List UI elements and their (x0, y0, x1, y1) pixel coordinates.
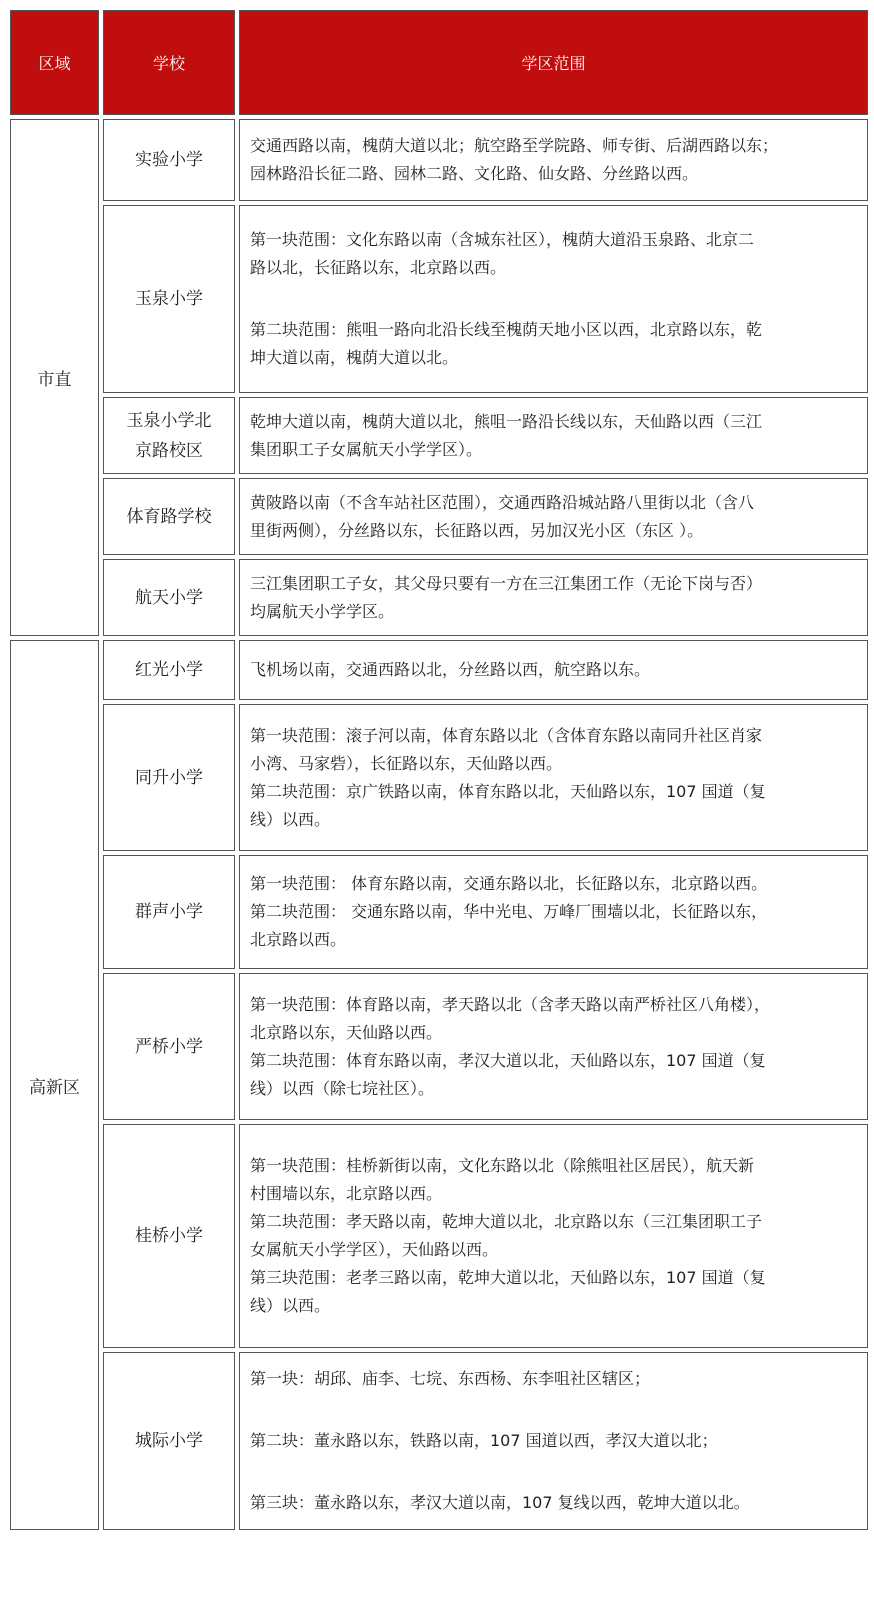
scope-line: 小湾、马家砦），长征路以东，天仙路以西。 (250, 753, 563, 773)
scope-line: 村围墙以东，北京路以西。 (250, 1184, 443, 1203)
school-name-line: 京路校区 (135, 440, 203, 461)
school-name-line: 航天小学 (135, 587, 203, 608)
school-name-line: 严桥小学 (135, 1036, 203, 1057)
scope-line: 第一块范围：文化东路以南（含城东社区），槐荫大道沿玉泉路、北京二 (250, 230, 755, 249)
scope-line: 第二块范围：熊咀一路向北沿长线至槐荫天地小区以西，北京路以东，乾 (250, 320, 763, 339)
scope-line: 线）以西。 (250, 809, 331, 829)
header-scope: 学区范围 (239, 10, 868, 115)
scope-line: 第二块范围：孝天路以南，乾坤大道以北，北京路以东（三江集团职工子 (250, 1212, 763, 1231)
school-name-cell (103, 478, 235, 555)
school-name-cell (103, 205, 235, 393)
school-name-cell (103, 1124, 235, 1348)
school-name-cell (103, 119, 235, 201)
scope-cell (239, 640, 868, 700)
scope-line: 第二块：董永路以东，铁路以南，107 国道以西，孝汉大道以北； (250, 1431, 718, 1450)
table-row (10, 1352, 868, 1530)
school-district-table-container (6, 6, 868, 1534)
table-row (10, 640, 868, 700)
table-header-row (10, 10, 868, 115)
scope-cell (239, 704, 868, 851)
table-row (10, 205, 868, 393)
table-row (10, 119, 868, 201)
scope-cell (239, 1352, 868, 1530)
scope-cell (239, 397, 868, 474)
scope-line: 集团职工子女属航天小学学区）。 (250, 439, 483, 459)
scope-cell (239, 973, 868, 1120)
scope-line: 路以北，长征路以东，北京路以西。 (250, 258, 507, 277)
school-name-line: 玉泉小学北 (126, 410, 212, 431)
table-row (10, 478, 868, 555)
table-row (10, 397, 868, 474)
scope-line: 第一块范围： 体育东路以南，交通东路以北，长征路以东，北京路以西。 (250, 874, 768, 893)
scope-cell (239, 559, 868, 636)
scope-line: 第三块范围：老孝三路以南，乾坤大道以北，天仙路以东，107 国道（复 (250, 1268, 766, 1287)
scope-spacer (250, 282, 859, 316)
school-name-cell (103, 973, 235, 1120)
scope-cell (239, 205, 868, 393)
region-cell: 高新区 (10, 640, 99, 1530)
scope-line: 飞机场以南，交通西路以北，分丝路以西，航空路以东。 (250, 660, 651, 679)
scope-line: 里街两侧），分丝路以东，长征路以西，另加汉光小区（东区 ）。 (250, 520, 704, 540)
scope-line: 第二块范围：京广铁路以南，体育东路以北，天仙路以东，107 国道（复 (250, 781, 766, 801)
scope-line: 北京路以东，天仙路以西。 (250, 1022, 443, 1042)
region-cell: 市直 (10, 119, 99, 636)
scope-line: 第一块范围：滚子河以南，体育东路以北（含体育东路以南同升社区肖家 (250, 725, 763, 745)
school-name-line: 玉泉小学 (135, 289, 203, 309)
scope-line: 第二块范围：体育东路以南，孝汉大道以北，天仙路以东，107 国道（复 (250, 1050, 766, 1070)
scope-spacer (250, 1455, 859, 1489)
scope-line: 坤大道以南，槐荫大道以北。 (250, 348, 459, 367)
header-region: 区域 (10, 10, 99, 115)
school-district-table (6, 6, 872, 1534)
scope-line: 第一块：胡邱、庙李、七垸、东西杨、东李咀社区辖区； (250, 1369, 651, 1388)
table-body (10, 119, 868, 1530)
scope-line: 第二块范围： 交通东路以南，华中光电、万峰厂围墙以北，长征路以东， (250, 902, 768, 921)
school-name-cell (103, 559, 235, 636)
scope-line: 第一块范围：体育路以南，孝天路以北（含孝天路以南严桥社区八角楼）， (250, 994, 771, 1014)
scope-line: 乾坤大道以南，槐荫大道以北，熊咀一路沿长线以东，天仙路以西（三江 (250, 411, 763, 431)
scope-line: 线）以西。 (250, 1296, 331, 1315)
scope-spacer (250, 1393, 859, 1427)
school-name-cell (103, 1352, 235, 1530)
scope-line: 黄陂路以南（不含车站社区范围），交通西路沿城站路八里街以北（含八 (250, 492, 755, 512)
school-name-line: 同升小学 (135, 767, 203, 788)
scope-line: 交通西路以南，槐荫大道以北；航空路至学院路、师专街、后湖西路以东； (250, 136, 779, 155)
scope-line: 第一块范围：桂桥新街以南，文化东路以北（除熊咀社区居民），航天新 (250, 1156, 755, 1175)
scope-line: 女属航天小学学区），天仙路以西。 (250, 1240, 499, 1259)
school-name-cell (103, 397, 235, 474)
header-school: 学校 (103, 10, 235, 115)
scope-cell (239, 855, 868, 969)
scope-line: 三江集团职工子女，其父母只要有一方在三江集团工作（无论下岗与否） (250, 573, 763, 593)
table-row (10, 559, 868, 636)
table-row (10, 704, 868, 851)
school-name-cell (103, 640, 235, 700)
table-row (10, 855, 868, 969)
table-row (10, 973, 868, 1120)
school-name-line: 红光小学 (135, 660, 203, 680)
school-name-line: 实验小学 (135, 150, 203, 170)
school-name-cell (103, 704, 235, 851)
scope-line: 北京路以西。 (250, 930, 347, 949)
school-name-line: 桂桥小学 (135, 1226, 203, 1246)
scope-line: 线）以西（除七垸社区）。 (250, 1078, 435, 1098)
school-name-cell (103, 855, 235, 969)
scope-cell (239, 1124, 868, 1348)
school-name-line: 城际小学 (135, 1431, 203, 1451)
scope-line: 第三块：董永路以东，孝汉大道以南，107 复线以西，乾坤大道以北。 (250, 1493, 750, 1512)
school-name-line: 体育路学校 (126, 506, 212, 527)
scope-line: 均属航天小学学区。 (250, 601, 395, 621)
school-name-line: 群声小学 (135, 902, 203, 922)
scope-line: 园林路沿长征二路、园林二路、文化路、仙女路、分丝路以西。 (250, 164, 699, 183)
scope-cell (239, 119, 868, 201)
scope-cell (239, 478, 868, 555)
table-row (10, 1124, 868, 1348)
